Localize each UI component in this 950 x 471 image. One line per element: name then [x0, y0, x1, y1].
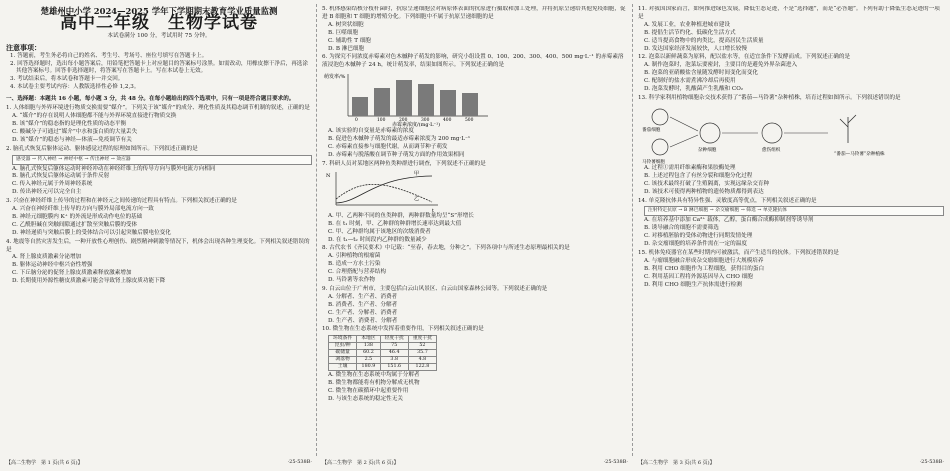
table-cell: 凋落物	[329, 357, 357, 364]
x-axis-label: 赤霉素浓度/(mg·L⁻¹)	[392, 122, 441, 129]
x-axis-label: t	[432, 207, 435, 213]
notice-heading: 注意事项：	[6, 42, 41, 52]
notice-item: 1. 答题前，考生务必将自己的姓名、考生号、考场号、座位号填写在答题卡上。	[10, 52, 208, 59]
tick-label: 200	[399, 118, 408, 124]
flow-step: 注射特定抗原	[648, 208, 677, 214]
option: C. 酸碱分子可通过“媒介”中水和蛋白质的大量丢失	[12, 128, 138, 135]
table-cell: 60.2	[357, 350, 380, 357]
notice-item: 3. 考试结束后，将本试卷和答题卡一并交回。	[10, 76, 124, 83]
table-cell: 3.8	[380, 357, 408, 364]
table-cell: 151.6	[380, 364, 408, 371]
option: A. “媒介”的存在说明人体细胞都不能与外界环境直接进行物质交换	[12, 112, 177, 119]
column-divider	[632, 4, 633, 456]
notice-item: 4. 本试卷主要考试内容：人教版选择性必修 1,2,3。	[10, 84, 140, 91]
option: C. 适当提高食物中的肉类比，提高居民生活质量	[644, 37, 764, 44]
option: C. 辅助性 T 细胞	[328, 37, 371, 44]
column-divider	[316, 4, 317, 456]
option: B. 提倡生活节约化、低碳化生活方式	[644, 29, 736, 36]
option: C. 对移植胚胎的受体动物进行同期发情处理	[644, 233, 753, 240]
tick-label: 0	[355, 118, 358, 124]
option: B. 巨噬细胞	[328, 29, 359, 36]
option: D. 神经递质与突触后膜上的受体结合可以引起突触后膜电位变化	[12, 229, 171, 236]
option: B. 在 t₁ 时刻，甲、乙种群的种群增长速率达到最大值	[328, 220, 462, 227]
reflex-step: 传入神经	[37, 156, 57, 162]
tick-label: 300	[421, 118, 430, 124]
option: C. 乙酰胆碱在突触间隙通过扩散至突触后膜的受体	[12, 221, 138, 228]
flow-step: 单克隆抗体	[762, 208, 787, 214]
footer-code: ·25-538B·	[603, 459, 628, 465]
option: B. 神经元细胞膜内 K⁺ 的外流是形成动作电位的基础	[12, 213, 143, 220]
option: C. 微生物在碳循环中起重要作用	[328, 388, 409, 395]
option: D. B 淋巴细胞	[328, 45, 365, 52]
option: D. 泡菜发酵时，乳酸菌产生乳酸和 CO₂	[644, 86, 744, 93]
school-line: 楚雄州中小学 2024—2025 学年下学期期末教育学业质量监测	[40, 6, 278, 16]
table-header: 环境条件	[329, 336, 357, 343]
notice-item: 2. 回答选择题时，选出每小题答案后，用铅笔把答题卡上对应题目的答案标号涂黑。如需改动，用橡皮擦干净后，再选涂其他答案标号。回答非选择题时，将答案写在答题卡上。写在本试卷上无效。	[10, 60, 308, 75]
question-stem: 8. 古代农书《齐民要术》中记载：“至春，春去地，分种之”。下列各项中与所述生态原理最相关的是	[322, 245, 570, 252]
y-axis-label: N	[326, 172, 331, 179]
footer-page-label: 【高二生物学 第 1 页(共 6 页)】	[6, 460, 83, 466]
option: D. 杂交瘤细胞的培养条件需在一定的温度	[644, 241, 747, 248]
reflex-step: 传出神经	[90, 156, 110, 162]
table-cell: 35.7	[408, 350, 436, 357]
reflex-step: 感受器	[16, 156, 31, 162]
option: C. 配制好的盐水需煮沸冷却后再使用	[644, 78, 736, 85]
question-stem: 12. 泡菜以新鲜蔬菜为原料，配以盐水等，在适宜条件下发酵而成。下列叙述正确的是	[638, 54, 851, 61]
option: C. 传入神经元属于外周神经系统	[12, 181, 93, 188]
flow-step: B 淋巴细胞	[683, 208, 709, 214]
table-cell: 75	[380, 343, 408, 350]
option: C. 下丘脑分泌的促肾上腺皮质激素释放激素增加	[12, 270, 132, 277]
reflex-arc-figure: 感受器 → 传入神经 → 神经中枢 → 传出神经 → 效应器	[12, 155, 312, 165]
question-stem: 13. 科学家利用植物细胞杂交技术获得了“番茄—马铃薯”杂种植株，培育过程如图所示。下列叙述错误的是	[638, 94, 901, 101]
table-cell: 46.4	[380, 350, 408, 357]
question-stem: 3. 兴奋在神经纤维上传导的过程和在神经元之间传递的过程具有特点。下列相关叙述正确的是	[6, 198, 237, 205]
option: D. 生产者、消费者、分解者	[328, 317, 398, 324]
page-footer-3	[638, 0, 944, 471]
option: B. 上述过程包含了有丝分裂和细胞分化过程	[644, 172, 753, 179]
question-stem: 1. 人体细胞与外界环境进行物质交换需要“媒介”。下列关于该“媒介”的成分、理化性质及其稳态调节机制的叙述，正确的是	[6, 105, 310, 112]
footer-page-label: 【高二生物学 第 3 页(共 6 页)】	[638, 460, 715, 466]
option: D. 在 t₁—t₂ 时间段内乙种群的数量减少	[328, 236, 427, 243]
option: B. 诱导融合的细胞不需要筛选	[644, 225, 719, 232]
option: A. 脑孔式恢复后躯体运动时神经冲动在神经纤维上的传导方向与膜外电流方向相同	[12, 165, 216, 172]
option: B. 脑孔式恢复后躯体运动属于条件反射	[12, 173, 110, 180]
reflex-step: 神经中枢	[63, 156, 83, 162]
option: C. 利用基因工程将外源基因导入 CHO 细胞	[644, 273, 753, 280]
option: B. 造成一方水土污染	[328, 261, 381, 268]
question-stem: 10. 微生物在生态系统中发挥着重要作用，下列相关叙述正确的是	[322, 326, 484, 333]
figure-label: 马铃薯细胞	[642, 159, 665, 165]
option: D. 马铃薯等农作物	[328, 277, 375, 284]
table-cell: 180.9	[357, 364, 380, 371]
page-footer-1	[6, 0, 312, 471]
table-cell: 2.5	[357, 357, 380, 364]
question-stem: 7. 科研人员对某地区两种鱼类种群进行调查，下列叙述不正确的是	[322, 160, 486, 167]
tick-label: 400	[443, 118, 452, 124]
option: D. 长期使用外源性糖皮质激素可能会导致肾上腺皮质功能下降	[12, 278, 166, 285]
series-label: 乙	[414, 195, 420, 202]
footer-code: ·25-538B·	[919, 459, 944, 465]
option: B. 微生物都能将有机物分解成无机物	[328, 380, 420, 387]
tick-label: 100	[377, 118, 386, 124]
option: D. 与该生态系统的稳定性无关	[328, 396, 403, 403]
exam-title: 高中二年级 生物学试卷	[60, 12, 258, 33]
flow-step: 杂交瘤细胞	[715, 208, 740, 214]
option: C. 甲、乙种群均属于该地区的次级消费者	[328, 228, 431, 235]
option: A. 甲、乙两种不同的鱼类种群，两种群数量均呈“S”形增长	[328, 212, 474, 219]
option: A. 发展工业，农业种植进城市建设	[644, 21, 730, 28]
y-axis-label: 萌发率/%	[324, 74, 346, 81]
option: D. 赤霉素与脱落酸在调节种子萌发方面的作用效果相同	[328, 151, 465, 158]
monoclonal-flow-figure: 注射特定抗原 → B 淋巴细胞 → 杂交瘤细胞 → 筛选 → 单克隆抗体	[644, 206, 944, 216]
exam-meta: 本试卷满分 100 分，考试用时 75 分钟。	[107, 32, 211, 39]
option: B. 利用 CHO 细胞作为工程细胞，获得目的蛋白	[644, 265, 765, 272]
table-cell: 52	[408, 343, 436, 350]
option: D. 该“媒介”的稳态与神经—体液—免疫调节有关	[12, 136, 132, 143]
option: B. 躯体运动神经中枢兴奋性增强	[12, 262, 93, 269]
question-stem: 11. 对我国国家而言，如何推进绿色发展，降低生态足迹，不是“选择题”，而是“必答题”。下列有助于降低生态足迹的一项是	[638, 6, 940, 20]
option: D. 该技术可使得两种植物的遗传物质都得到表达	[644, 188, 764, 195]
option: A. 兴奋在神经纤维上传导的方向与膜外局部电流方向一致	[12, 206, 154, 213]
option: A. 制作泡菜时，泡菜坛要密封，主要目的是避免外界杂菌进入	[644, 62, 798, 69]
tick-label: 500	[465, 118, 474, 124]
option: D. 利用 CHO 细胞生产抗体需进行检测	[644, 281, 742, 288]
question-stem: 15. 机体免疫器官在某些时期内可被激活，而产生适当的抗体。下列叙述错误的是	[638, 250, 839, 257]
option: D. 发达国家经济发展较快，人口增长较慢	[644, 45, 747, 52]
series-label: 甲	[414, 170, 420, 177]
option: A. 肾上腺皮质激素分泌增加	[12, 254, 82, 261]
option: A. 该实验的自变量是赤霉素的浓度	[328, 128, 414, 135]
option: D. 传出神经元可以完全自主	[12, 189, 82, 196]
question-stem: 6. 为探究不同浓度赤霉素对色木槭种子萌发的影响，研究小组设置 0、100、200、300、400、500 mg·L⁻¹ 的赤霉素溶液浸泡色木槭种子 24 h，统计萌发率，结果如图所示。下列叙述正确的是	[322, 54, 624, 69]
option: A. 分解者、生产者、消费者	[328, 293, 398, 300]
question-stem: 14. 单克隆抗体具有特异性强、灵敏度高等优点，下列相关叙述正确的是	[638, 197, 817, 204]
reflex-step: 效应器	[116, 156, 131, 162]
flow-step: 筛选	[746, 208, 756, 214]
figure-label: 番茄细胞	[642, 127, 661, 133]
option: A. 与瘤细胞融合形成杂交瘤细胞进行大规模培养	[644, 257, 764, 264]
table-cell: 122.8	[408, 364, 436, 371]
table-cell: 昆虫/种	[329, 343, 357, 350]
option: A. 在培养基中添加 Ca²⁺ 载体，乙醇，蛋白酶合成酶抑制剂等诱导剂	[644, 217, 814, 224]
option: A. 微生物在生态系统中均属于分解者	[328, 372, 420, 379]
page-footer-2	[322, 0, 628, 471]
figure-label: “番茄—马铃薯”杂种植株	[834, 151, 885, 157]
footer-code: ·25-538B·	[287, 459, 312, 465]
question-stem: 2. 脑孔式恢复后躯体运动、躯体感觉过程的原理如图所示。下列叙述正确的是	[6, 145, 198, 152]
figure-label: 愈伤组织	[762, 147, 781, 153]
table-header: 轻度干扰	[380, 336, 408, 343]
option: B. 消费者、生产者、分解者	[328, 301, 398, 308]
option: C. 该技术最终打破了生殖隔离，实现远缘杂交育种	[644, 180, 770, 187]
option: A. 树突状细胞	[328, 21, 364, 28]
option: C. 生产者、分解者、消费者	[328, 309, 398, 316]
table-cell: 碳储量	[329, 350, 357, 357]
question-stem: 5. 机体感染结核分枝杆菌时，抗原呈递细胞会对病原体表面的抗原进行摄取和加工处理，并将抗原呈递给其他免疫细胞，促进 B 细胞和 T 细胞的增殖分化。下列细胞中不属于抗原呈递细胞的是	[322, 6, 626, 20]
question-stem: 4. 地震等自然灾害发生后，一种开放性心理创伤、剧烈精神刺激等情况下，机体会出现各种生理变化。下列相关叙述错误的是	[6, 238, 310, 253]
footer-page-label: 【高二生物学 第 2 页(共 6 页)】	[322, 460, 399, 466]
table-cell: 138	[357, 343, 380, 350]
option: C. 赤霉素直接参与细胞代谢，从而调节种子萌发	[328, 144, 448, 151]
option: A. 引种植物的根瘤菌	[328, 253, 381, 260]
option: A. 过程①需用纤维素酶和果胶酶处理	[644, 164, 736, 171]
option: C. 合理搭配与营养结构	[328, 269, 386, 276]
table-cell: 土壤	[329, 364, 357, 371]
option: B. 泡菜的亚硝酸盐含量随发酵时间变化而变化	[644, 70, 758, 77]
section-heading: 一、选择题：本题共 16 小题，每小题 3 分，共 48 分。在每小题给出的四个选项中，只有一项是符合题目要求的。	[6, 96, 295, 103]
option: B. 促进色木槭种子萌发的最适赤霉素浓度为 200 mg·L⁻¹	[328, 136, 471, 143]
question-stem: 9. 白云山位于广州市，主要包括白云山风景区、白云山国家森林公园等。下列叙述正确的是	[322, 285, 548, 292]
table-header: 重度干扰	[408, 336, 436, 343]
table-header: 本地区	[357, 336, 380, 343]
figure-label: 杂种细胞	[698, 147, 717, 153]
table-cell: 4.8	[408, 357, 436, 364]
option: B. 该“媒介”的稳态指的是理化性质的动态平衡	[12, 120, 127, 127]
